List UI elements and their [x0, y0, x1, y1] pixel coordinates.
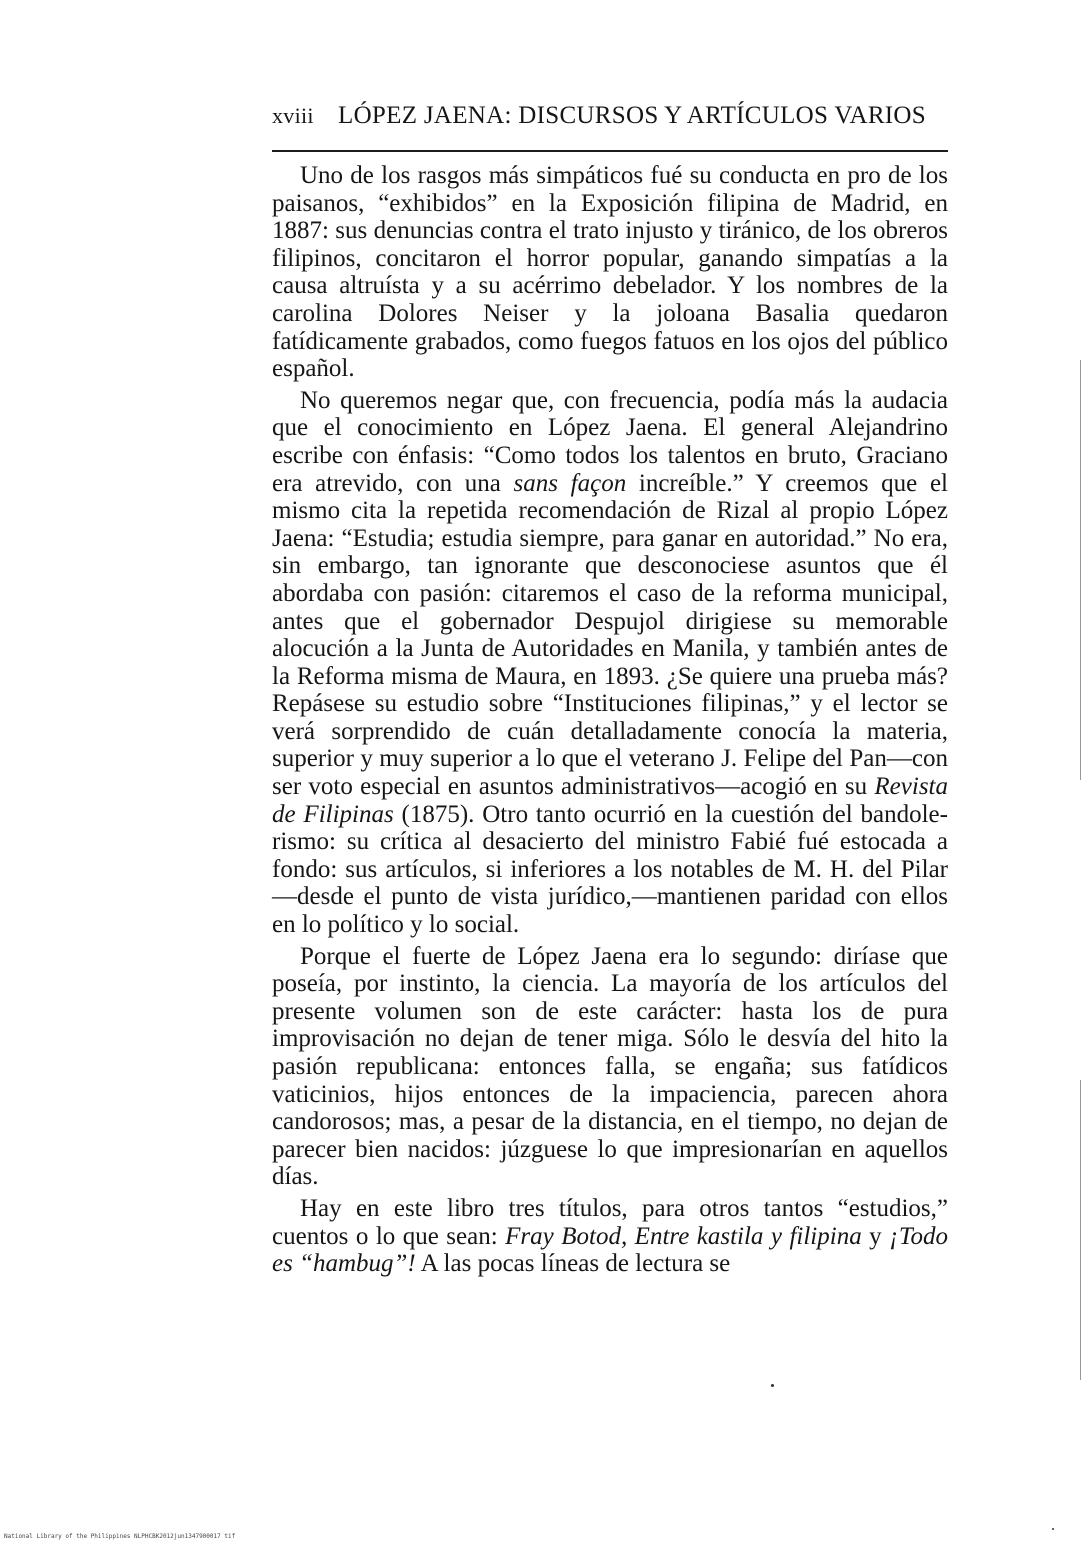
- running-title: LÓPEZ JAENA: DISCURSOS Y ARTÍCULOS VARIOS: [338, 102, 926, 129]
- scan-footer-note: National Library of the Philippines NLPHCBK2012jun1347900017 tif: [4, 1533, 236, 1540]
- header-rule: [272, 150, 948, 152]
- page-number: xviii: [272, 103, 314, 128]
- paragraph-4: Hay en este libro tres títulos, para otros tantos “estudios,” cuentos o lo que sean: Fray Botod, Entre kastila y filipina y ¡Todo es “hambug”! A las pocas líneas de lectura se: [272, 1194, 948, 1278]
- paragraph-1: Uno de los rasgos más simpáticos fué su conducta en pro de los paisanos, “exhibidos” en la Exposición filipina de Madrid, en 1887: sus denuncias contra el trato injusto y tiránico, de los obreros filipinos, concitaron el horror popular, ganando simpatías a la causa altruísta y a su acérrimo debelador. Y los nombres de la carolina Dolores Neiser y la joloana Basalia quedaron fatídicamente grabados, como fuegos fatuos en los ojos del público español.: [272, 162, 948, 383]
- scan-speck: [771, 1384, 774, 1387]
- scan-speck: [1052, 1528, 1054, 1530]
- paragraph-3: Porque el fuerte de López Jaena era lo segundo: diríase que poseía, por instinto, la ciencia. La mayoría de los artículos del presente volumen son de este carácter: hasta los de pura improvisación no dejan de tener miga. Sólo le desvía del hito la pasión republicana: entonces falla, se engaña; sus fatídicos vaticinios, hijos entonces de la impaciencia, parecen ahora candorosos; mas, a pesar de la distancia, en el tiempo, no dejan de parecer bien nacidos: júzguese lo que impresionarían en aquellos días.: [272, 942, 948, 1191]
- running-header: [272, 102, 948, 130]
- paragraph-2: No queremos negar que, con frecuencia, podía más la audacia que el conocimiento en López Jaena. El general Alejandrino escribe con énfasis: “Como todos los talentos en bruto, Graciano era atrevido, con una sans façon increíble.” Y creemos que el mismo cita la repetida recomendación de Rizal al propio López Jaena: “Estudia; estudia siempre, para ganar en autoridad.” No era, sin embargo, tan ignorante que desconociese asuntos que él abordaba con pasión: citaremos el caso de la reforma municipal, antes que el gobernador Despujol dirigiese su memorable alocución a la Junta de Autoridades en Manila, y también antes de la Reforma misma de Maura, en 1893. ¿Se quiere una prueba más? Repásese su estudio sobre “Instituciones filipinas,” y el lector se verá sorprendido de cuán detalladamente conocía la materia, superior y muy superior a lo que el veterano J. Felipe del Pan—con ser voto especial en asuntos administrativos—acogió en su Revista de Filipinas (1875). Otro tanto ocurrió en la cuestión del bandolerismo: su crítica al desacierto del ministro Fabié fué estocada a fondo: sus artículos, si inferiores a los notables de M. H. del Pilar—desde el punto de vista jurídico,—mantienen paridad con ellos en lo político y lo social.: [272, 386, 948, 939]
- body-text: [272, 162, 948, 1278]
